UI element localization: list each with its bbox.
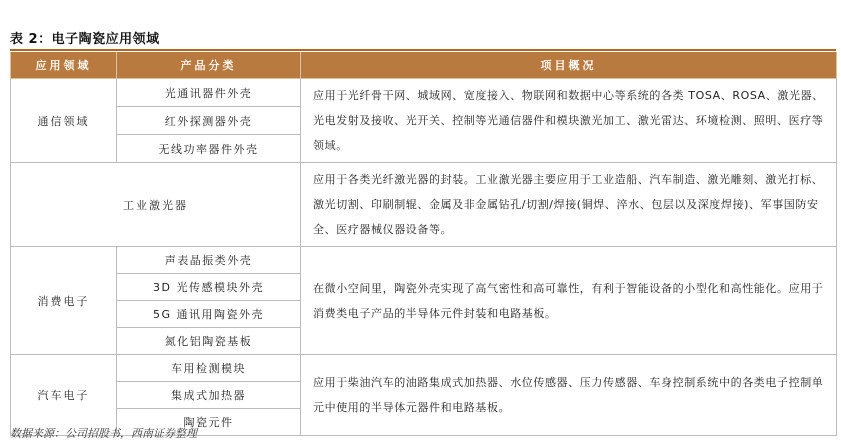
- application-table: [10, 52, 837, 436]
- description-cell: 应用于光纤骨干网、城域网、宽度接入、物联网和数据中心等系统的各类 TOSA、ROSA、激光器、光电发射及接收、光开关、控制等光通信器件和模块激光加工、激光雷达、环境检测、照明、医疗等领域。: [301, 79, 837, 163]
- description-cell: 应用于各类光纤激光器的封装。工业激光器主要应用于工业造船、汽车制造、激光雕刻、激光打标、激光切割、印刷制辊、金属及非金属钻孔/切割/焊接(铜焊、淬水、包层以及深度焊接)、军事国防安全、医疗器械仪器设备等。: [301, 163, 837, 247]
- table-row: [11, 79, 837, 107]
- top-rule: [10, 49, 836, 51]
- product-cell: 声表晶振类外壳: [117, 247, 301, 274]
- table-row: [11, 163, 837, 247]
- product-cell: 车用检测模块: [117, 355, 301, 382]
- table-row: [11, 247, 837, 274]
- domain-cell: 汽车电子: [11, 355, 117, 436]
- table-row: [11, 355, 837, 382]
- domain-cell: 工业激光器: [11, 163, 301, 247]
- product-cell: 光通讯器件外壳: [117, 79, 301, 107]
- product-cell: 无线功率器件外壳: [117, 135, 301, 163]
- domain-cell: 消费电子: [11, 247, 117, 355]
- table-title: 表 2：电子陶瓷应用领域: [10, 32, 160, 47]
- product-cell: 5G 通讯用陶瓷外壳: [117, 301, 301, 328]
- description-cell: 应用于柴油汽车的油路集成式加热器、水位传感器、压力传感器、车身控制系统中的各类电子控制单元中使用的半导体元器件和电路基板。: [301, 355, 837, 436]
- header-overview: 项目概况: [301, 52, 837, 79]
- description-cell: 在微小空间里，陶瓷外壳实现了高气密性和高可靠性，有利于智能设备的小型化和高性能化。应用于消费类电子产品的半导体元件封装和电路基板。: [301, 247, 837, 355]
- source-note: 数据来源：公司招股书，西南证券整理: [10, 427, 197, 440]
- domain-cell: 通信领域: [11, 79, 117, 163]
- header-product: 产品分类: [117, 52, 301, 79]
- product-cell: 红外探测器外壳: [117, 107, 301, 135]
- product-cell: 集成式加热器: [117, 382, 301, 409]
- product-cell: 3D 光传感模块外壳: [117, 274, 301, 301]
- product-cell: 陶瓷元件: [117, 409, 301, 436]
- product-cell: 氮化铝陶瓷基板: [117, 328, 301, 355]
- header-domain: 应用领域: [11, 52, 117, 79]
- header-row: [11, 52, 837, 79]
